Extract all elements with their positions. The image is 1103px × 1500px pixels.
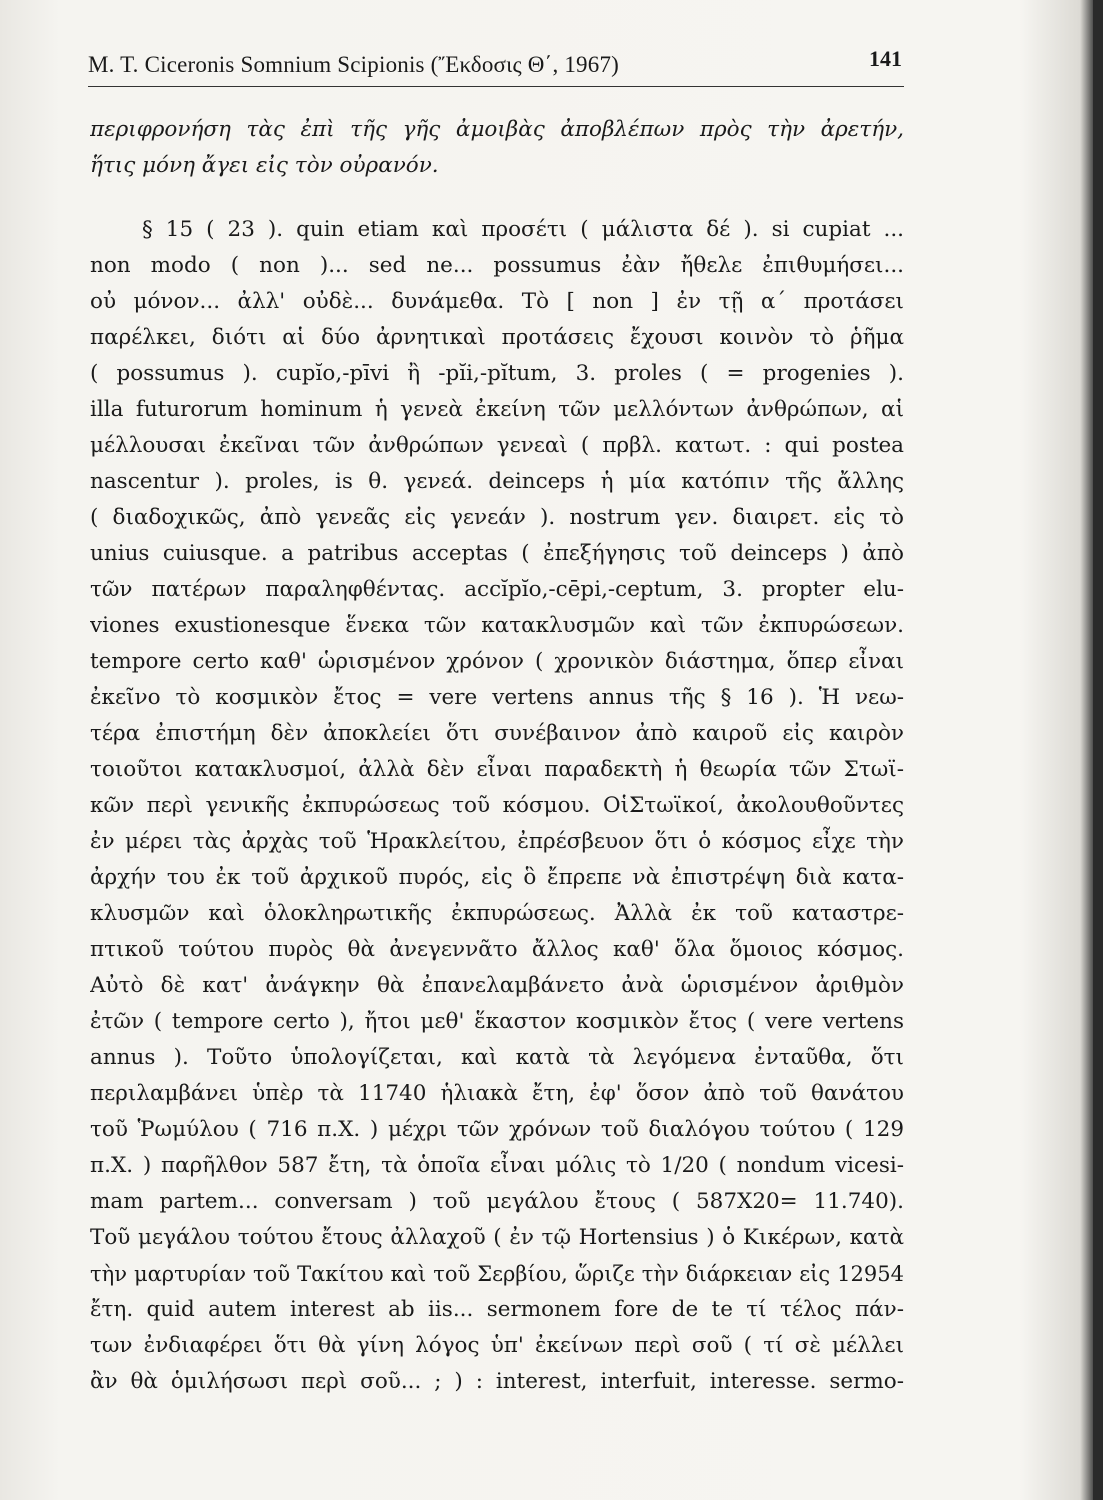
text-line: Τοῦ μεγάλου τούτου ἔτους ἀλλαχοῦ ( ἐν τῷ Hortensius ) ὁ Κικέρων, κατὰ bbox=[90, 1225, 904, 1250]
text-line: ἐν μέρει τὰς ἀρχὰς τοῦ Ἡρακλείτου, ἐπρέσβευον ὅτι ὁ κόσμος εἶχε τὴν bbox=[90, 829, 904, 854]
text-line: πτικοῦ τούτου πυρὸς θὰ ἀνεγεννᾶτο ἄλλος καθ' ὅλα ὅμοιος κόσμος. bbox=[90, 937, 904, 962]
text-line: παρέλκει, διότι αἱ δύο ἀρνητικαὶ προτάσεις ἔχουσι κοινὸν τὸ ῥῆμα bbox=[90, 325, 904, 350]
text-line: π.Χ. ) παρῆλθον 587 ἔτη, τὰ ὁποῖα εἶναι μόλις τὸ 1/20 ( nondum vicesi- bbox=[90, 1153, 904, 1178]
page-number: 141 bbox=[869, 46, 902, 71]
text-line: περιφρονήση τὰς ἐπὶ τῆς γῆς ἀμοιβὰς ἀποβλέπων πρὸς τὴν ἀρετήν, bbox=[90, 117, 904, 142]
text-line: κῶν περὶ γενικῆς ἐκπυρώσεως τοῦ κόσμου. ΟἱΣτωϊκοί, ἀκολουθοῦντες bbox=[90, 793, 904, 818]
text-line: annus ). Τοῦτο ὑπολογίζεται, καὶ κατὰ τὰ λεγόμενα ἐνταῦθα, ὅτι bbox=[90, 1045, 904, 1070]
text-line: ἂν θὰ ὁμιλήσωσι περὶ σοῦ... ; ) : interest, interfuit, interesse. sermo- bbox=[90, 1369, 904, 1394]
text-line: non modo ( non )... sed ne... possumus ἐὰν ἤθελε ἐπιθυμήσει... bbox=[90, 253, 904, 278]
text-line: ἔτη. quid autem interest ab iis... sermonem fore de te τί τέλος πάν- bbox=[90, 1297, 904, 1322]
running-title: M. T. Ciceronis Somnium Scipionis (Ἔκδοσις Θ΄, 1967) bbox=[88, 52, 620, 77]
text-line: μέλλουσαι ἐκεῖναι τῶν ἀνθρώπων γενεαὶ ( πρβλ. κατωτ. : qui postea bbox=[90, 433, 904, 458]
text-line: ( διαδοχικῶς, ἀπὸ γενεᾶς εἰς γενεάν ). nostrum γεν. διαιρετ. εἰς τὸ bbox=[90, 505, 904, 530]
text-line: viones exustionesque ἕνεκα τῶν κατακλυσμῶν καὶ τῶν ἐκπυρώσεων. bbox=[90, 613, 904, 638]
text-line: ( possumus ). cupĭo,-pīvi ἢ -pĭi,-pĭtum, 3. proles ( = progenies ). bbox=[90, 361, 904, 386]
text-line: τέρα ἐπιστήμη δὲν ἀποκλείει ὅτι συνέβαινον ἀπὸ καιροῦ εἰς καιρὸν bbox=[90, 721, 904, 746]
text-line: § 15 ( 23 ). quin etiam καὶ προσέτι ( μάλιστα δέ ). si cupiat ... bbox=[142, 217, 904, 242]
text-line: τοῦ Ῥωμύλου ( 716 π.Χ. ) μέχρι τῶν χρόνων τοῦ διαλόγου τούτου ( 129 bbox=[90, 1117, 904, 1142]
text-line: τοιοῦτοι κατακλυσμοί, ἀλλὰ δὲν εἶναι παραδεκτὴ ἡ θεωρία τῶν Στωϊ- bbox=[90, 757, 904, 782]
text-line: κλυσμῶν καὶ ὁλοκληρωτικῆς ἐκπυρώσεως. Ἀλλὰ ἐκ τοῦ καταστρε- bbox=[90, 901, 904, 926]
text-line: ἐτῶν ( tempore certo ), ἤτοι μεθ' ἕκαστον κοσμικὸν ἔτος ( vere vertens bbox=[90, 1009, 904, 1034]
text-line: ἥτις μόνη ἄγει εἰς τὸν οὐρανόν. bbox=[90, 153, 439, 178]
text-line: unius cuiusque. a patribus acceptas ( ἐπεξήγησις τοῦ deinceps ) ἀπὸ bbox=[90, 541, 904, 566]
text-line: τῶν πατέρων παραληφθέντας. accĭpĭo,-cēpi,-ceptum, 3. propter elu- bbox=[90, 577, 904, 602]
text-line: illa futurorum hominum ἡ γενεὰ ἐκείνη τῶν μελλόντων ἀνθρώπων, αἱ bbox=[90, 397, 904, 422]
text-line: περιλαμβάνει ὑπὲρ τὰ 11740 ἡλιακὰ ἔτη, ἐφ' ὅσον ἀπὸ τοῦ θανάτου bbox=[90, 1081, 904, 1106]
main-text bbox=[90, 112, 904, 1400]
text-line: ἀρχήν του ἐκ τοῦ ἀρχικοῦ πυρός, εἰς ὃ ἔπρεπε νὰ ἐπιστρέψη διὰ κατα- bbox=[90, 865, 904, 890]
text-line: τὴν μαρτυρίαν τοῦ Τακίτου καὶ τοῦ Σερβίου, ὥριζε τὴν διάρκειαν εἰς 12954 bbox=[90, 1262, 904, 1286]
text-line: οὐ μόνον... ἀλλ' οὐδὲ... δυνάμεθα. Τὸ [ non ] ἐν τῇ α΄ προτάσει bbox=[90, 289, 904, 314]
text-line: ἐκεῖνο τὸ κοσμικὸν ἔτος = vere vertens annus τῆς § 16 ). Ἡ νεω- bbox=[90, 685, 904, 710]
scan-edge bbox=[1093, 0, 1103, 1500]
text-line: nascentur ). proles, is θ. γενεά. deinceps ἡ μία κατόπιν τῆς ἄλλης bbox=[90, 469, 904, 494]
text-line: tempore certo καθ' ὡρισμένον χρόνον ( χρονικὸν διάστημα, ὅπερ εἶναι bbox=[90, 649, 904, 674]
text-line: mam partem... conversam ) τοῦ μεγάλου ἔτους ( 587Χ20= 11.740). bbox=[90, 1189, 904, 1214]
running-header bbox=[88, 46, 904, 87]
text-line: Αὐτὸ δὲ κατ' ἀνάγκην θὰ ἐπανελαμβάνετο ἀνὰ ὡρισμένον ἀριθμὸν bbox=[90, 973, 904, 998]
text-line: των ἐνδιαφέρει ὅτι θὰ γίνη λόγος ὑπ' ἐκείνων περὶ σοῦ ( τί σὲ μέλλει bbox=[90, 1333, 904, 1358]
